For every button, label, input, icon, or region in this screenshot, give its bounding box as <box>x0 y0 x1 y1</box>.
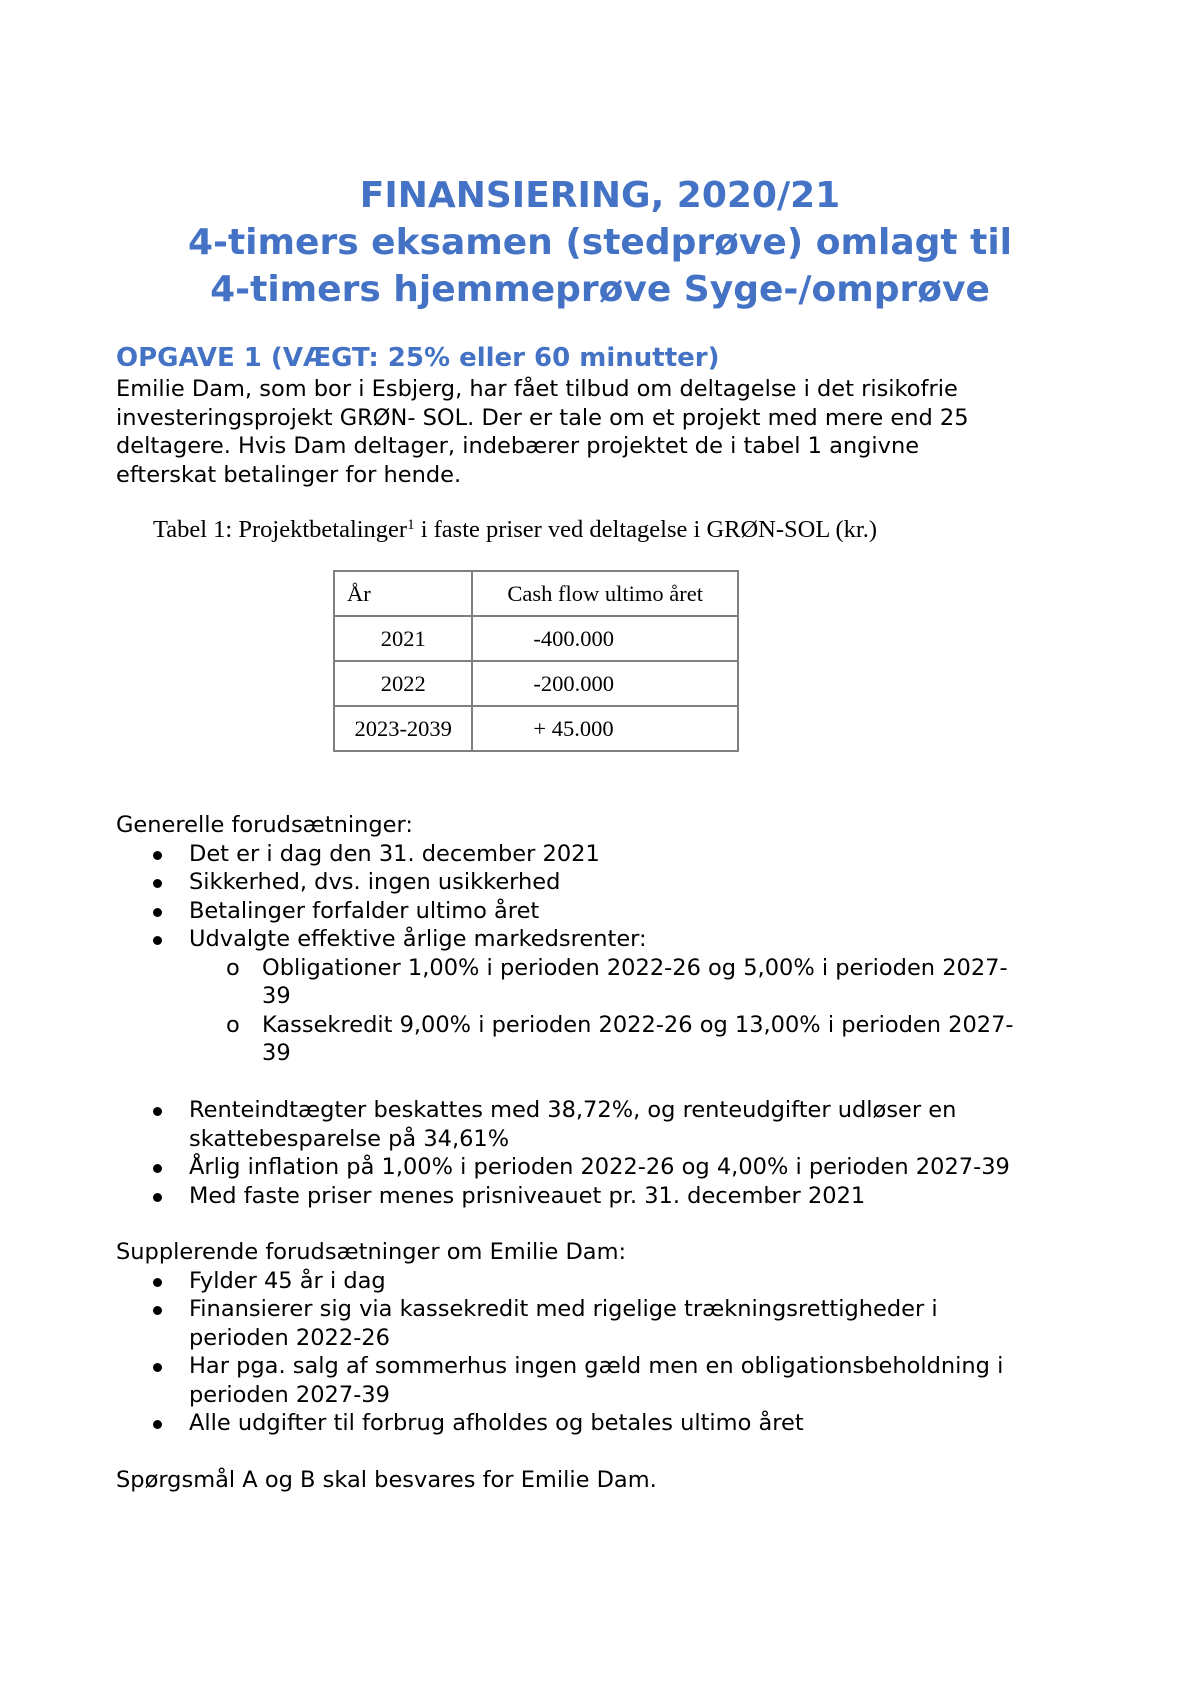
list-item-text: Har pga. salg af sommerhus ingen gæld men en obligationsbeholdning i <box>189 1353 1004 1379</box>
list-item-text: Betalinger forfalder ultimo året <box>189 897 540 924</box>
bullet-icon <box>153 1193 162 1202</box>
list-item <box>116 1409 1116 1438</box>
intro-line: efterskat betalinger for hende. <box>116 461 462 488</box>
list-item-text: Med faste priser menes prisniveauet pr. 31. december 2021 <box>189 1182 866 1209</box>
list-item <box>116 840 1116 869</box>
bullet-icon <box>153 1107 162 1116</box>
sub-list-item <box>116 1011 1116 1040</box>
sub-list-item <box>116 954 1116 983</box>
table-cell-cash-flow: + 45.000 <box>472 706 738 751</box>
bullet-icon <box>153 851 162 860</box>
list-item-continuation: perioden 2027-39 <box>189 1381 390 1408</box>
closing-text: Spørgsmål A og B skal besvares for Emilie Dam. <box>116 1467 657 1493</box>
table-row <box>334 616 738 661</box>
document-title <box>0 172 1200 313</box>
list-item <box>116 1352 1116 1381</box>
table-cell-year: 2023-2039 <box>334 706 472 751</box>
bullet-icon <box>153 879 162 888</box>
list-item-text: Finansierer sig via kassekredit med rigelige trækningsrettigheder i <box>189 1296 938 1322</box>
bullet-icon <box>153 1363 162 1372</box>
sub-bullet-icon: o <box>226 1011 240 1038</box>
list-item <box>116 1267 1116 1296</box>
supplementary-assumptions <box>116 1238 1116 1438</box>
list-item <box>116 925 1116 954</box>
table-header-row <box>334 571 738 616</box>
footnote-marker: 1 <box>407 517 415 533</box>
sub-list-item-text: Obligationer 1,00% i perioden 2022-26 og 5,00% i perioden 2027- <box>262 954 1008 981</box>
supplementary-assumptions-heading: Supplerende forudsætninger om Emilie Dam: <box>116 1239 627 1265</box>
list-item <box>116 1096 1116 1125</box>
sub-list-item-text: Kassekredit 9,00% i perioden 2022-26 og 13,00% i perioden 2027- <box>262 1011 1014 1038</box>
column-header-cash-flow: Cash flow ultimo året <box>472 571 738 616</box>
table-caption <box>153 515 877 545</box>
bullet-icon <box>153 1420 162 1429</box>
sub-list-item-continuation: 39 <box>262 983 291 1009</box>
list-item-text: Sikkerhed, dvs. ingen usikkerhed <box>189 869 561 895</box>
list-item-text: Fylder 45 år i dag <box>189 1267 386 1294</box>
list-item-text: Udvalgte effektive årlige markedsrenter: <box>189 926 647 952</box>
title-line-3: 4-timers hjemmeprøve Syge-/omprøve <box>210 269 990 310</box>
intro-line: deltagere. Hvis Dam deltager, indebærer projektet de i tabel 1 angivne <box>116 433 920 459</box>
list-item <box>116 868 1116 897</box>
bullet-icon <box>153 936 162 945</box>
general-assumptions <box>116 811 1116 1210</box>
list-item-text: Renteindtægter beskattes med 38,72%, og renteudgifter udløser en <box>189 1097 957 1123</box>
cash-flow-table <box>333 570 739 752</box>
table-cell-cash-flow: -200.000 <box>472 661 738 706</box>
bullet-icon <box>153 1306 162 1315</box>
table-caption-text-rest: i faste priser ved deltagelse i GRØN-SOL (kr.) <box>414 516 878 543</box>
list-item-text: Alle udgifter til forbrug afholdes og betales ultimo året <box>189 1410 804 1436</box>
table-row <box>334 706 738 751</box>
list-item-text: Årlig inflation på 1,00% i perioden 2022-26 og 4,00% i perioden 2027-39 <box>189 1154 1010 1180</box>
bullet-icon <box>153 1164 162 1173</box>
table-cell-year: 2021 <box>334 616 472 661</box>
list-item <box>116 897 1116 926</box>
title-line-1: FINANSIERING, 2020/21 <box>359 175 841 216</box>
intro-line: Emilie Dam, som bor i Esbjerg, har fået tilbud om deltagelse i det risikofrie <box>116 376 958 402</box>
table-row <box>334 661 738 706</box>
general-assumptions-heading: Generelle forudsætninger: <box>116 812 413 838</box>
intro-line: investeringsprojekt GRØN- SOL. Der er tale om et projekt med mere end 25 <box>116 404 969 431</box>
assignment-heading: OPGAVE 1 (VÆGT: 25% eller 60 minutter) <box>116 343 720 373</box>
closing-paragraph <box>116 1466 1116 1495</box>
list-item-text: Det er i dag den 31. december 2021 <box>189 840 600 867</box>
list-item <box>116 1182 1116 1211</box>
list-item-continuation: perioden 2022-26 <box>189 1324 390 1351</box>
table-cell-year: 2022 <box>334 661 472 706</box>
sub-list-item-continuation: 39 <box>262 1040 291 1066</box>
sub-bullet-icon: o <box>226 954 240 981</box>
intro-paragraph <box>116 375 1096 489</box>
list-item-continuation: skattebesparelse på 34,61% <box>189 1125 510 1152</box>
table-cell-cash-flow: -400.000 <box>472 616 738 661</box>
list-item <box>116 1295 1116 1324</box>
column-header-year: År <box>334 571 472 616</box>
bullet-icon <box>153 908 162 917</box>
table-caption-text: Tabel 1: Projektbetalinger <box>153 516 408 543</box>
list-item <box>116 1153 1116 1182</box>
title-line-2: 4-timers eksamen (stedprøve) omlagt til <box>187 222 1013 263</box>
bullet-icon <box>153 1278 162 1287</box>
